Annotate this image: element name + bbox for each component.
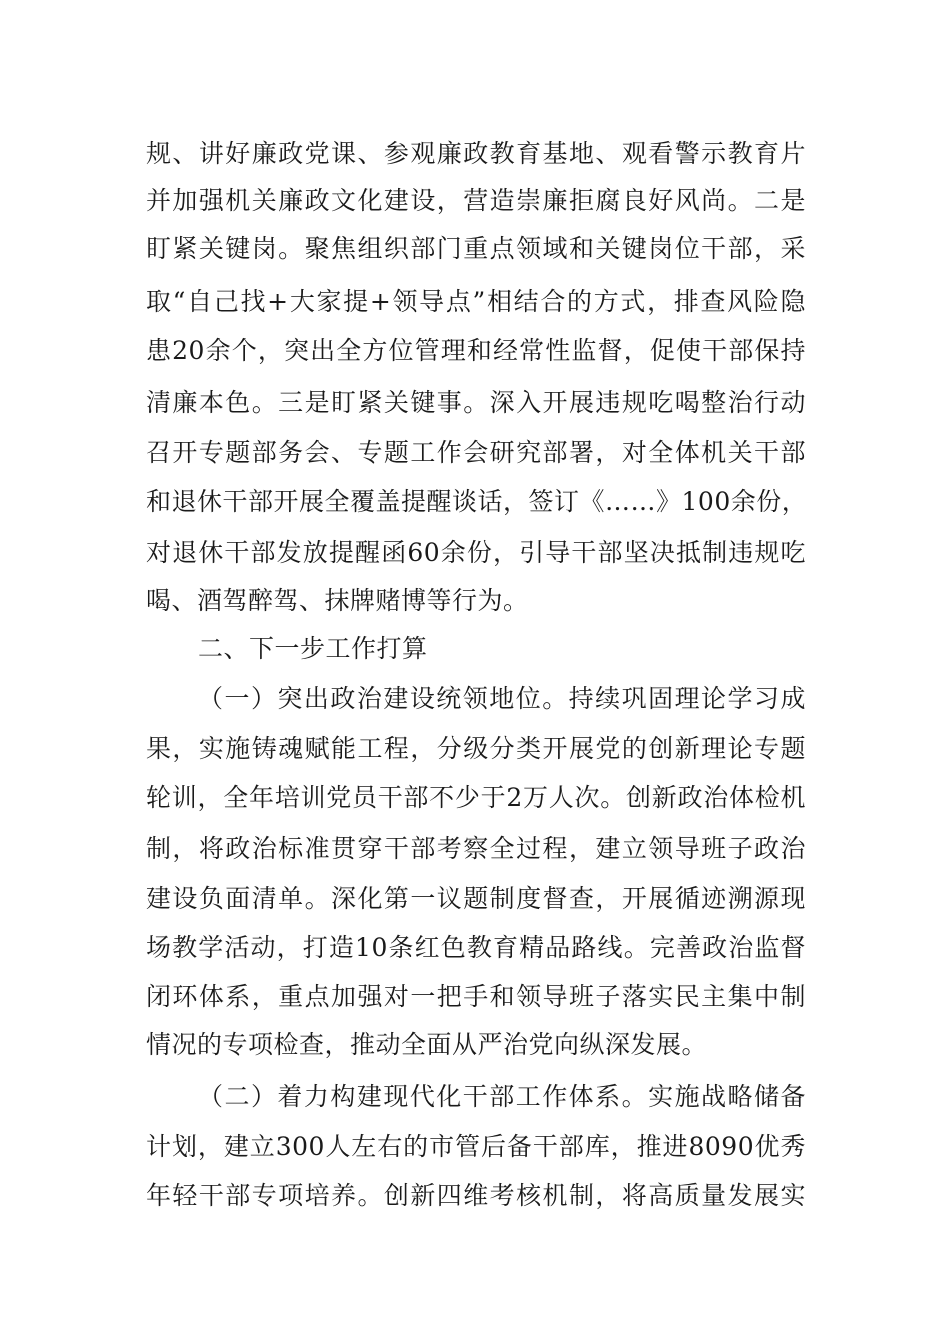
text-line: 患20余个，突出全方位管理和经常性监督，促使干部保持 <box>146 336 806 365</box>
text-line: 制，将政治标准贯穿干部考察全过程，建立领导班子政治 <box>146 834 806 863</box>
paragraph-first-line: （二）着力构建现代化干部工作体系。实施战略储备 <box>198 1082 806 1111</box>
text-line: 果，实施铸魂赋能工程，分级分类开展党的创新理论专题 <box>146 734 806 763</box>
text-line: 计划，建立300人左右的市管后备干部库，推进8090优秀 <box>146 1132 806 1161</box>
text-line: 召开专题部务会、专题工作会研究部署，对全体机关干部 <box>146 438 806 467</box>
text-line: 情况的专项检查，推动全面从严治党向纵深发展。 <box>146 1030 708 1059</box>
text-line: 场教学活动，打造10条红色教育精品路线。完善政治监督 <box>146 933 806 962</box>
section-heading: 二、下一步工作打算 <box>198 634 428 663</box>
text-line: 规、讲好廉政党课、参观廉政教育基地、观看警示教育片 <box>146 139 806 168</box>
text-line: 取“自己找+大家提+领导点”相结合的方式，排查风险隐 <box>146 287 806 316</box>
text-line: 和退休干部开展全覆盖提醒谈话，签订《……》100余份， <box>146 487 808 516</box>
text-line: 轮训，全年培训党员干部不少于2万人次。创新政治体检机 <box>146 783 806 812</box>
paragraph-first-line: （一）突出政治建设统领地位。持续巩固理论学习成 <box>198 684 806 713</box>
text-line: 并加强机关廉政文化建设，营造崇廉拒腐良好风尚。二是 <box>146 186 806 215</box>
text-line: 闭环体系，重点加强对一把手和领导班子落实民主集中制 <box>146 982 806 1011</box>
text-line: 盯紧关键岗。聚焦组织部门重点领域和关键岗位干部，采 <box>146 234 806 263</box>
text-line: 清廉本色。三是盯紧关键事。深入开展违规吃喝整治行动 <box>146 388 806 417</box>
text-line: 喝、酒驾醉驾、抹牌赌博等行为。 <box>146 586 529 615</box>
text-line: 建设负面清单。深化第一议题制度督查，开展循迹溯源现 <box>146 884 806 913</box>
text-line: 对退休干部发放提醒函60余份，引导干部坚决抵制违规吃 <box>146 538 806 567</box>
text-line: 年轻干部专项培养。创新四维考核机制，将高质量发展实 <box>146 1181 806 1210</box>
